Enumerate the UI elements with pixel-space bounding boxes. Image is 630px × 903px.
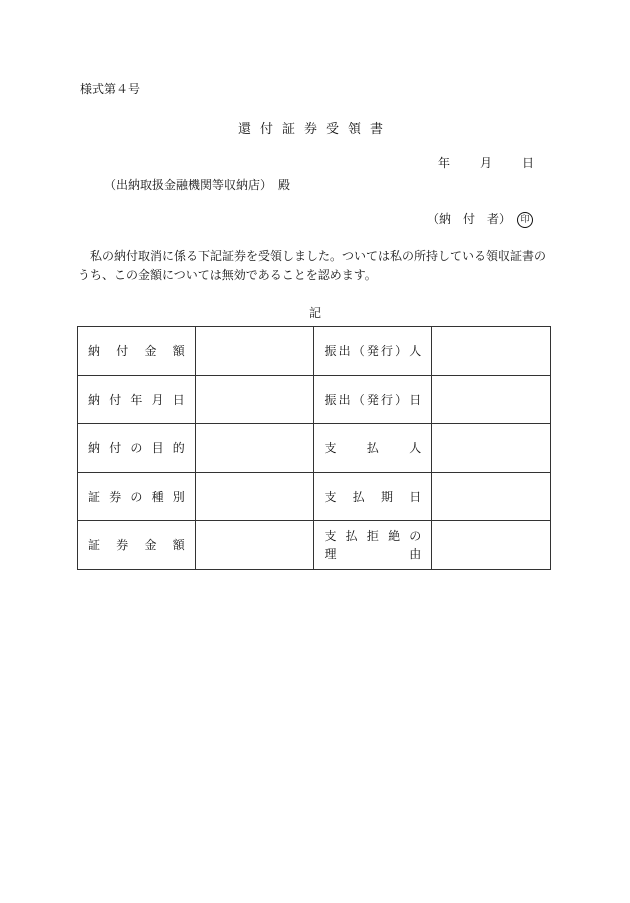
label-cell xyxy=(78,472,196,521)
securities-table xyxy=(77,326,551,570)
date-year-label: 年 xyxy=(438,156,451,170)
label-cell xyxy=(78,424,196,473)
value-cell xyxy=(432,424,551,473)
label-cell xyxy=(78,521,196,570)
ki-heading: 記 xyxy=(308,306,321,320)
right-label: 振出（発行）人 xyxy=(324,344,422,359)
value-cell xyxy=(432,521,551,570)
label-cell xyxy=(78,375,196,424)
form-number: 様式第４号 xyxy=(80,82,141,96)
seal-mark: 印 xyxy=(517,212,533,228)
right-label-line-2: 理由 xyxy=(324,546,422,561)
value-cell xyxy=(195,521,314,570)
document-title: 還付証券受領書 xyxy=(237,122,392,137)
label-cell xyxy=(314,472,432,521)
addressee-line: （出納取扱金融機関等収納店） 殿 xyxy=(104,178,291,192)
table-row xyxy=(78,472,551,521)
value-cell xyxy=(195,424,314,473)
value-cell xyxy=(195,327,314,376)
left-label: 納付年月日 xyxy=(88,392,185,407)
table-row xyxy=(78,424,551,473)
value-cell xyxy=(195,375,314,424)
payer-label: （納 付 者） xyxy=(427,212,512,226)
label-cell xyxy=(314,375,432,424)
right-label: 振出（発行）日 xyxy=(324,392,422,407)
right-label-line-1: 支払拒絶の xyxy=(324,528,422,543)
payer-line xyxy=(427,210,533,228)
value-cell xyxy=(432,472,551,521)
body-text-line-1: 私の納付取消に係る下記証券を受領しました。ついては私の所持している領収証書の xyxy=(90,249,547,263)
right-label: 支払期日 xyxy=(324,489,422,504)
table-row xyxy=(78,375,551,424)
body-text xyxy=(78,247,558,285)
left-label: 証券の種別 xyxy=(88,489,185,504)
value-cell xyxy=(432,327,551,376)
date-line xyxy=(438,154,534,171)
label-cell xyxy=(78,327,196,376)
label-cell xyxy=(314,327,432,376)
left-label: 納付の目的 xyxy=(88,441,185,456)
left-label: 証券金額 xyxy=(88,538,185,553)
table-row xyxy=(78,327,551,376)
label-cell xyxy=(314,521,432,570)
left-label: 納付金額 xyxy=(88,344,185,359)
date-day-label: 日 xyxy=(522,156,535,170)
value-cell xyxy=(432,375,551,424)
value-cell xyxy=(195,472,314,521)
table-row xyxy=(78,521,551,570)
date-month-label: 月 xyxy=(480,156,493,170)
label-cell xyxy=(314,424,432,473)
body-text-line-2: うち、この金額については無効であることを認めます。 xyxy=(78,268,377,282)
right-label: 支払人 xyxy=(324,441,422,456)
